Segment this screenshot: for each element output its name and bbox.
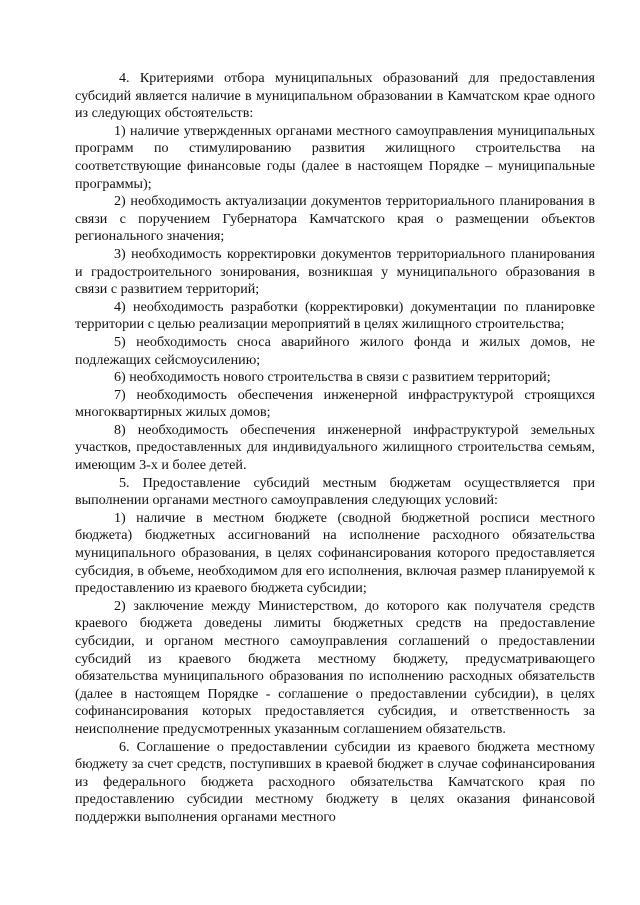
- list-item-5-2: 2) заключение между Министерством, до которого как получателя средств краевого бюджета доведены лимиты бюджетных средств на предоставление субсидии, и органом местного самоуправления соглашений о предоставлении субсидий из краевого бюджета местному бюджету, предусматривающего обязательства муниципального образования по исполнению расходных обязательств (далее в настоящем Порядке - соглашение о предоставлении субсидии), в целях софинансирования которых предоставляется субсидия, и ответственность за неисполнение предусмотренных указанным соглашением обязательств.: [75, 597, 595, 737]
- paragraph-6-agreement: 6. Соглашение о предоставлении субсидии из краевого бюджета местному бюджету за счет средств, поступивших в краевой бюджет в случае софинансирования из федерального бюджета расходного обязательства Камчатского края по предоставлению субсидии местному бюджету в целях оказания финансовой поддержки выполнения органами местного: [75, 738, 595, 825]
- list-item-4-6: 6) необходимость нового строительства в связи с развитием территорий;: [114, 369, 551, 386]
- list-item-4-3: 3) необходимость корректировки документов территориального планирования и градостроительного зонирования, возникшая у муниципального образования в связи с развитием территорий;: [75, 245, 595, 298]
- list-item-4-5: 5) необходимость сноса аварийного жилого фонда и жилых домов, не подлежащих сейсмоусилению;: [75, 333, 595, 368]
- list-item-4-1: 1) наличие утвержденных органами местного самоуправления муниципальных программ по стимулированию развития жилищного строительства на соответствующие финансовые годы (далее в настоящем Порядке – муниципальные программы);: [75, 122, 595, 192]
- paragraph-4-criteria: 4. Критериями отбора муниципальных образований для предоставления субсидий является наличие в муниципальном образовании в Камчатском крае одного из следующих обстоятельств:: [75, 70, 595, 122]
- list-item-5-1: 1) наличие в местном бюджете (сводной бюджетной росписи местного бюджета) бюджетных ассигнований на исполнение расходного обязательства муниципального образования, в целях софинансирования которого предоставляется субсидия, в объеме, необходимом для его исполнения, включая размер планируемой к предоставлению из краевого бюджета субсидии;: [75, 509, 595, 597]
- document-body: [75, 70, 595, 827]
- list-item-4-2: 2) необходимость актуализации документов территориального планирования в связи с поручением Губернатора Камчатского края о размещении объектов регионального значения;: [75, 193, 595, 245]
- paragraph-5-conditions: 5. Предоставление субсидий местным бюджетам осуществляется при выполнении органами местного самоуправления следующих условий:: [75, 474, 595, 509]
- list-item-4-8: 8) необходимость обеспечения инженерной инфраструктурой земельных участков, предоставленных для индивидуального жилищного строительства семьям, имеющим 3-х и более детей.: [75, 421, 595, 474]
- list-item-4-7: 7) необходимость обеспечения инженерной инфраструктурой строящихся многоквартирных жилых домов;: [75, 386, 595, 421]
- list-item-4-4: 4) необходимость разработки (корректировки) документации по планировке территории с целью реализации мероприятий в целях жилищного строительства;: [75, 298, 595, 333]
